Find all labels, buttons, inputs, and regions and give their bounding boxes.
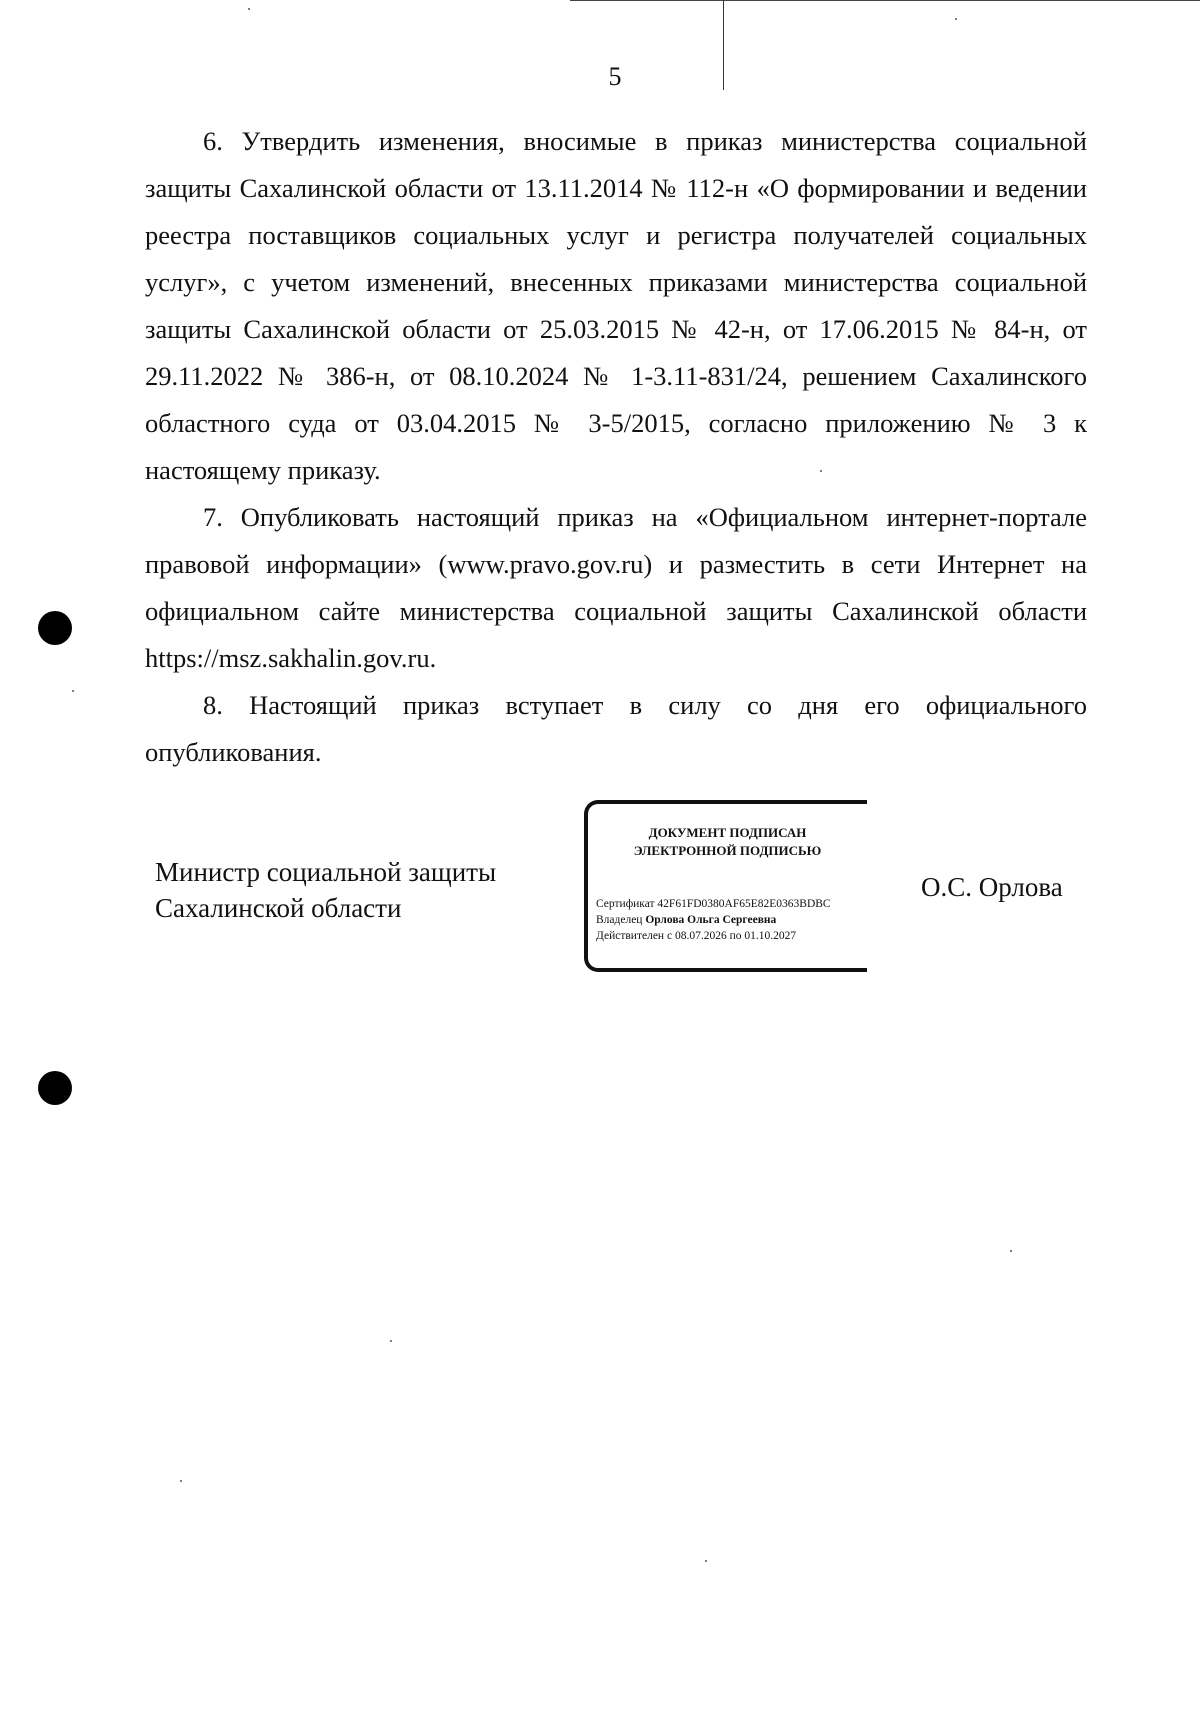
scan-speck <box>248 8 250 10</box>
stamp-certificate-label: Сертификат <box>596 898 655 910</box>
scan-speck <box>390 1340 392 1342</box>
electronic-signature-stamp <box>584 800 867 972</box>
signatory-position-line-2: Сахалинской области <box>155 893 402 923</box>
stamp-owner-label: Владелец <box>596 914 643 926</box>
punch-hole-bottom <box>38 1071 72 1105</box>
punch-hole-top <box>38 611 72 645</box>
page-number: 5 <box>608 62 622 91</box>
paragraph-8: 8. Настоящий приказ вступает в силу со дня его официального опубликования. <box>145 690 1087 767</box>
signatory-position-line-1: Министр социальной защиты <box>155 857 497 887</box>
scan-speck <box>72 690 74 692</box>
scan-speck <box>1010 1250 1012 1252</box>
stamp-title-line-1: ДОКУМЕНТ ПОДПИСАН <box>648 825 807 840</box>
stamp-validity: Действителен с 08.07.2026 по 01.10.2027 <box>596 930 797 942</box>
stamp-owner-value: Орлова Ольга Сергеевна <box>645 914 777 926</box>
stamp-certificate <box>596 896 831 912</box>
document-body <box>145 118 1087 776</box>
signer-name: О.С. Орлова <box>921 872 1063 902</box>
scan-speck <box>955 18 957 20</box>
scan-speck <box>180 1480 182 1482</box>
stamp-owner <box>596 912 831 928</box>
paragraph-6: 6. Утвердить изменения, вносимые в приказ министерства социальной защиты Сахалинской области от 13.11.2014 № 112-н «О формировании и ведении реестра поставщиков социальных услуг и регистра получателей социальных услуг», с учетом изменений, внесенных приказами министерства социальной защиты Сахалинской области от 25.03.2015 № 42-н, от 17.06.2015 № 84-н, от 29.11.2022 № 386-н, от 08.10.2024 № 1-3.11-831/24, решением Сахалинского областного суда от 03.04.2015 № 3-5/2015, согласно приложению № 3 к настоящему приказу. <box>145 126 1087 485</box>
stamp-certificate-value: 42F61FD0380AF65E82E0363BDBC <box>657 898 831 910</box>
paragraph-7: 7. Опубликовать настоящий приказ на «Официальном интернет-портале правовой информации» (www.pravo.gov.ru) и разместить в сети Интернет на официальном сайте министерства социальной защиты Сахалинской области https://msz.sakhalin.gov.ru. <box>145 502 1087 673</box>
stamp-details <box>596 896 831 944</box>
scan-speck <box>820 470 822 472</box>
scan-speck <box>705 1560 707 1562</box>
scan-artifact-line <box>723 0 724 90</box>
signatory-position <box>155 854 496 926</box>
stamp-title <box>588 824 867 860</box>
stamp-title-line-2: ЭЛЕКТРОННОЙ ПОДПИСЬЮ <box>633 843 822 858</box>
scan-edge-line <box>570 0 1200 1</box>
